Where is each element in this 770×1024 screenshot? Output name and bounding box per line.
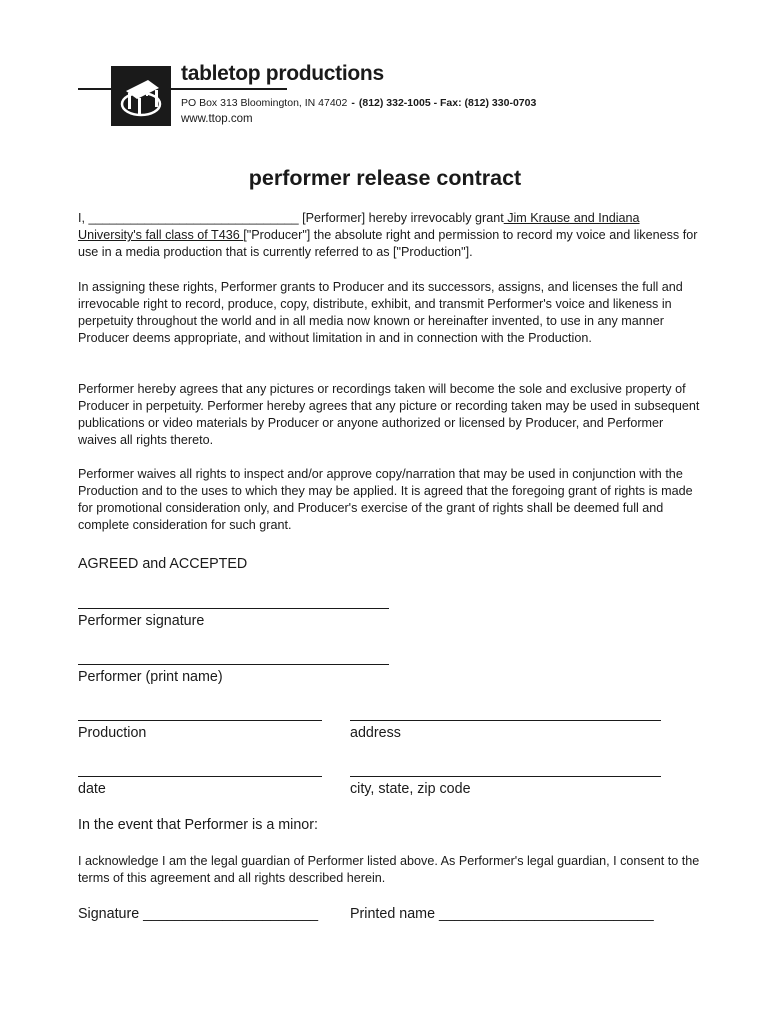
header-rule-left	[78, 88, 111, 90]
agreed-heading: AGREED and ACCEPTED	[78, 556, 248, 572]
ownership-paragraph: Performer hereby agrees that any pictures or recordings taken will become the sole and exclusive property of Producer in perpetuity. Performer hereby agrees that any picture or recording taken may be used in subsequent publications or video materials by Producer or anyone authorized or licensed by Producer, and Performer waives all rights thereto.	[78, 382, 700, 447]
performer-name-line	[78, 664, 389, 665]
grant-rest: ["Producer"] the absolute right and permission to record my voice and likeness for use in a media production that is currently referred to as ["Production"].	[78, 228, 698, 259]
waiver-paragraph: Performer waives all rights to inspect and/or approve copy/narration that may be used in conjunction with the Production and to the uses to which they may be applied. It is agreed that the foregoing grant of rights is made for promotional consideration only, and Producer's exercise of the grant of rights shall be deemed full and complete consideration for such grant.	[78, 467, 693, 532]
production-label: Production	[78, 725, 147, 741]
production-line	[78, 720, 322, 721]
phone-fax: (812) 332-1005 - Fax: (812) 330-0703	[358, 97, 537, 109]
guardian-signature-field: Signature ______________________	[78, 906, 319, 922]
website: www.ttop.com	[181, 113, 253, 125]
date-label: date	[78, 781, 106, 797]
table-logo-icon	[111, 66, 171, 126]
performer-signature-label: Performer signature	[78, 613, 205, 629]
document-title: performer release contract	[248, 166, 522, 190]
company-address	[181, 97, 536, 109]
address-line	[350, 720, 661, 721]
city-state-zip-label: city, state, zip code	[350, 781, 471, 797]
producer-name: Jim Krause and Indiana University's fall class of T436	[78, 211, 640, 242]
city-state-zip-line	[350, 776, 661, 777]
address-label: address	[350, 725, 401, 741]
grant-paragraph	[78, 210, 700, 261]
performer-signature-line	[78, 608, 389, 609]
postal-address: PO Box 313 Bloomington, IN 47402	[181, 97, 348, 109]
rights-paragraph: In assigning these rights, Performer grants to Producer and its successors, assigns, and licenses the full and irrevocable right to record, produce, copy, distribute, exhibit, and transmit Performer's voice and likeness in perpetuity throughout the world and in all media now known or hereinafter invented, to use in any manner Producer deems appropriate, and without limitation in and in connection with the Production.	[78, 280, 683, 345]
separator: -	[351, 97, 355, 109]
company-name: tabletop productions	[181, 62, 384, 85]
header-rule-right	[171, 88, 287, 90]
performer-name-label: Performer (print name)	[78, 669, 223, 685]
guardian-acknowledgement: I acknowledge I am the legal guardian of Performer listed above. As Performer's legal guardian, I consent to the terms of this agreement and all rights described herein.	[78, 854, 700, 885]
grant-intro: I, ______________________________ [Performer] hereby irrevocably grant	[78, 211, 504, 225]
minor-heading: In the event that Performer is a minor:	[78, 817, 318, 833]
guardian-printed-name-field: Printed name ___________________________	[350, 906, 654, 922]
date-line	[78, 776, 322, 777]
